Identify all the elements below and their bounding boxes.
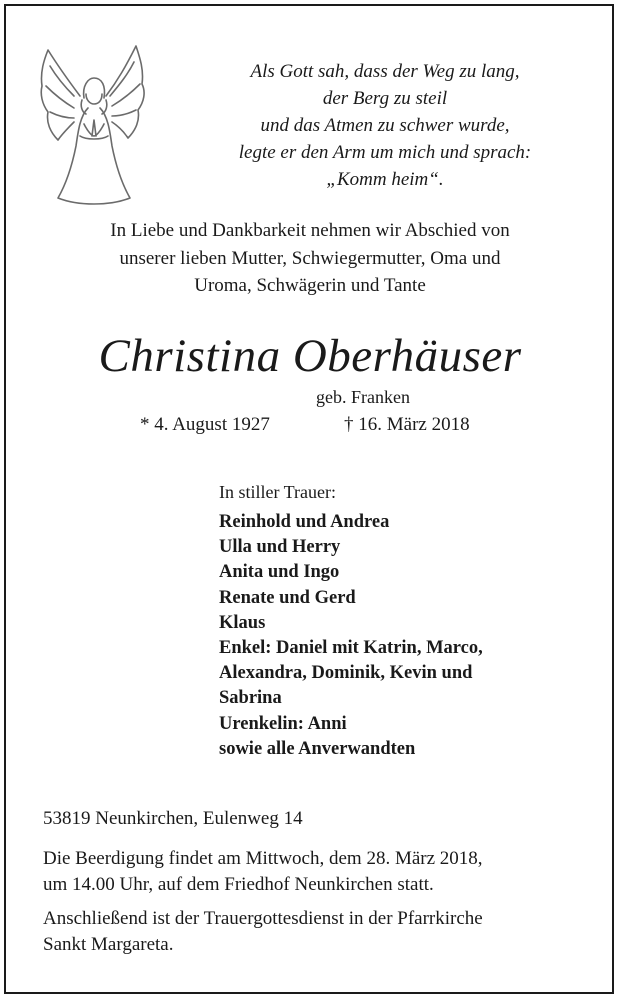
mourner-entry: Urenkelin: Anni xyxy=(219,713,347,734)
mourner-entry: Reinhold und Andrea xyxy=(219,512,390,532)
service-line: Anschließend ist der Trauergottesdienst in der Pfarrkirche xyxy=(43,908,483,929)
mourning-label: In stiller Trauer: xyxy=(219,482,336,502)
poem-line: und das Atmen zu schwer wurde, xyxy=(260,115,510,136)
praying-angel-icon xyxy=(28,36,158,211)
intro-line: In Liebe und Dankbarkeit nehmen wir Abschied von xyxy=(110,220,510,241)
poem-quote xyxy=(195,58,575,193)
poem-line: „Komm heim“. xyxy=(326,169,444,190)
birth-date: * 4. August 1927 xyxy=(140,414,270,435)
deceased-name: Christina Oberhäuser xyxy=(98,330,522,382)
poem-line: legte er den Arm um mich und sprach: xyxy=(238,142,532,163)
service-notice xyxy=(43,906,603,958)
mourner-entry: Renate und Gerd xyxy=(219,587,356,608)
mourner-entry: sowie alle Anverwandten xyxy=(219,738,416,759)
poem-line: der Berg zu steil xyxy=(322,88,448,109)
mourner-entry: Anita und Ingo xyxy=(219,562,340,583)
funeral-line: Die Beerdigung findet am Mittwoch, dem 28. März 2018, xyxy=(43,848,483,869)
funeral-line: um 14.00 Uhr, auf dem Friedhof Neunkirchen statt. xyxy=(43,874,434,895)
mourner-entry: Sabrina xyxy=(219,688,282,709)
death-date: † 16. März 2018 xyxy=(344,414,470,435)
intro-line: Uroma, Schwägerin und Tante xyxy=(194,275,426,296)
birth-name: geb. Franken xyxy=(316,387,410,407)
family-address: 53819 Neunkirchen, Eulenweg 14 xyxy=(43,808,303,829)
intro-line: unserer lieben Mutter, Schwiegermutter, Oma und xyxy=(119,247,501,269)
service-line: Sankt Margareta. xyxy=(43,934,174,955)
mourner-entry: Enkel: Daniel mit Katrin, Marco, xyxy=(219,638,483,659)
mourner-entry: Alexandra, Dominik, Kevin und xyxy=(219,663,473,684)
poem-line: Als Gott sah, dass der Weg zu lang, xyxy=(250,61,520,82)
funeral-notice xyxy=(43,846,603,898)
mourners-list xyxy=(219,510,539,762)
mourner-entry: Klaus xyxy=(219,612,266,633)
farewell-intro xyxy=(40,217,580,300)
mourner-entry: Ulla und Herry xyxy=(219,537,341,558)
